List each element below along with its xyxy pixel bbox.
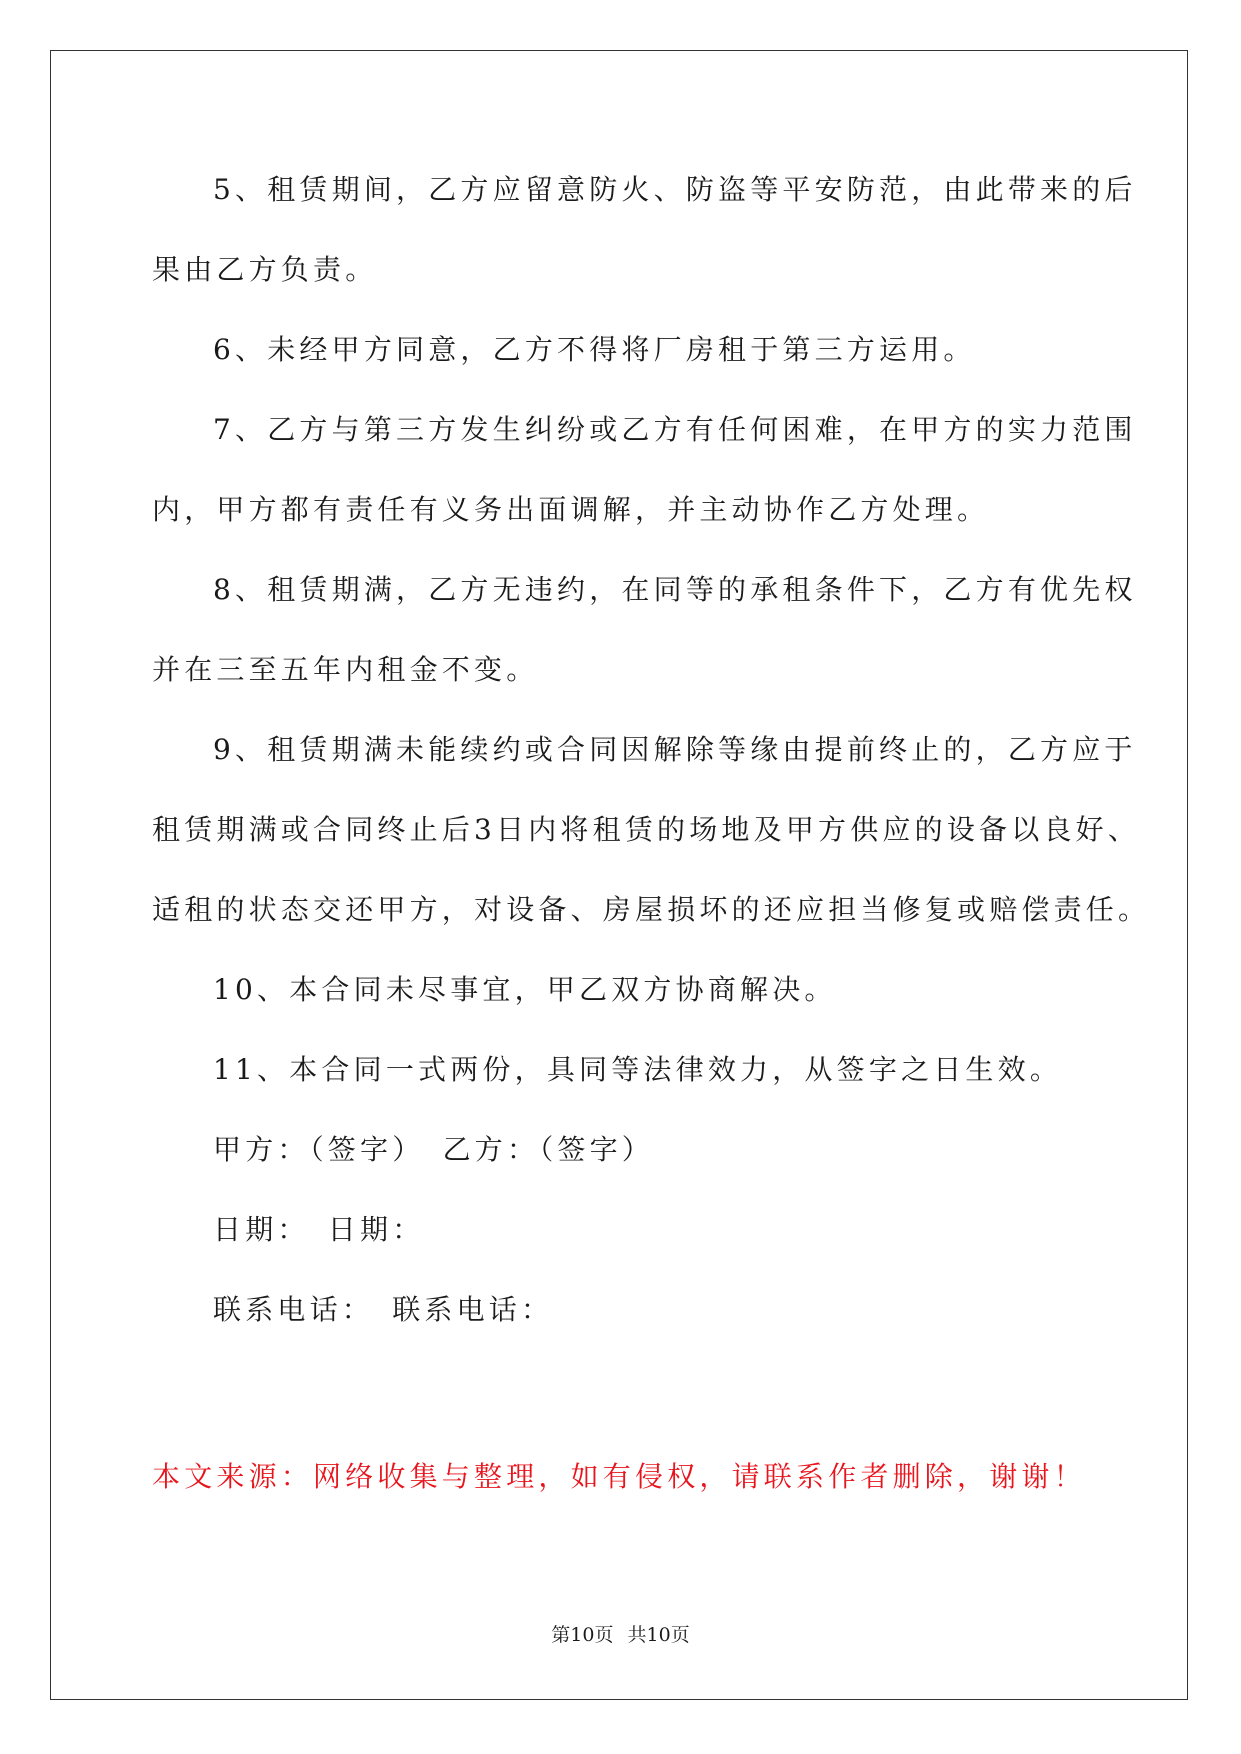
- total-pages-label: 共10页: [627, 1624, 690, 1646]
- clause-5-line-1: 5、租赁期间，乙方应留意防火、防盗等平安防范，由此带来的后: [213, 173, 1137, 206]
- clause-10: 10、本合同未尽事宜，甲乙双方协商解决。: [213, 973, 837, 1006]
- clause-6: 6、未经甲方同意，乙方不得将厂房租于第三方运用。: [213, 333, 976, 366]
- page-footer: [0, 1622, 1241, 1648]
- clause-5-line-2: 果由乙方负责。: [152, 253, 378, 286]
- phone-line: 联系电话： 联系电话：: [213, 1293, 554, 1326]
- clause-7-line-2: 内，甲方都有责任有义务出面调解，并主动协作乙方处理。: [152, 493, 990, 526]
- date-line: 日期： 日期：: [213, 1213, 425, 1246]
- current-page-label: 第10页: [551, 1624, 614, 1646]
- clause-11: 11、本合同一式两份，具同等法律效力，从签字之日生效。: [213, 1053, 1063, 1086]
- source-notice: 本文来源：网络收集与整理，如有侵权，请联系作者删除，谢谢！: [152, 1460, 1086, 1493]
- page-border: [50, 50, 1188, 1700]
- clause-8-line-1: 8、租赁期满，乙方无违约，在同等的承租条件下，乙方有优先权: [213, 573, 1137, 606]
- clause-9-line-3: 适租的状态交还甲方，对设备、房屋损坏的还应担当修复或赔偿责任。: [152, 893, 1151, 926]
- clause-8-line-2: 并在三至五年内租金不变。: [152, 653, 539, 686]
- clause-9-line-2: 租赁期满或合同终止后3日内将租赁的场地及甲方供应的设备以良好、: [152, 813, 1141, 846]
- clause-7-line-1: 7、乙方与第三方发生纠纷或乙方有任何困难，在甲方的实力范围: [213, 413, 1137, 446]
- signature-line: 甲方：（签字） 乙方：（签字）: [213, 1133, 655, 1166]
- clause-9-line-1: 9、租赁期满未能续约或合同因解除等缘由提前终止的，乙方应于: [213, 733, 1137, 766]
